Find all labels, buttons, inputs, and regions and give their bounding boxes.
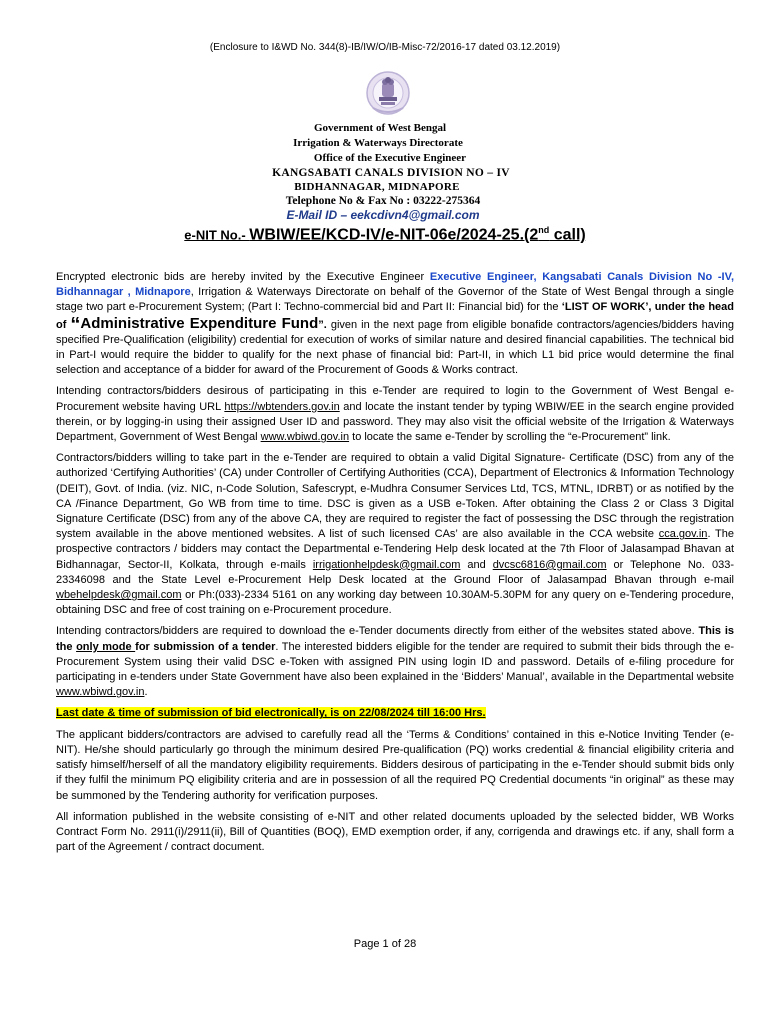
- text: given in the next page from eligible bonafide contractors/agencies/bidders having specified Pre-Qualification (eligibility) credential for execution of works of similar nature and desired financial capabilities. The technical bid in Part-I would require the bidder to qualify for the next phase of financial bid: Part-II, in which L1 bid price would determine the final selection and acceptance of a bidder for award of the Procurement of Goods & Works contract.: [56, 318, 734, 377]
- enit-superscript: nd: [538, 225, 550, 235]
- helpdesk-email-link[interactable]: irrigationhelpdesk@gmail.com: [312, 558, 461, 571]
- close-quote: ”.: [318, 318, 327, 331]
- paragraph-terms: The applicant bidders/contractors are advised to carefully read all the ‘Terms & Conditions’ contained in this e-Notice Inviting Tender (e-NIT). He/she should particularly go through the minimum desired Pre-qualification (PQ) works credential & financial eligibility criteria and satisfy himself/herself of all the mandatory eligibility requirements. Bidders desirous of participating in the e-Tender should submit bids only if they fulfil the minimum PQ eligibility criteria and are in possession of all the required PQ Credential documents “in original” as these may be summoned by the Tendering authority for verification purposes.: [56, 728, 734, 802]
- header-division: KANGSABATI CANALS DIVISION NO – IV: [272, 167, 510, 179]
- enit-number: [0, 225, 770, 244]
- office-name-highlight: Executive Engineer, Kangsabati Canals Division No -IV, Bidhannagar , Midnapore: [56, 271, 734, 299]
- text: Intending contractors/bidders desirous of participating in this e-Tender are required to login to the Government of West Bengal e-Procurement website having URL: [56, 385, 734, 413]
- emphasis: This is the: [56, 625, 734, 653]
- state-emblem-icon: [365, 68, 411, 118]
- header-email: E-Mail ID – eekcdivn4@gmail.com: [286, 208, 480, 222]
- text: . The prospective contractors / bidders may contact the Departmental e-Tendering Help desk located at the 7th Floor of Jalasampad Bhavan at Bidhannagar, Sector-II, Kolkata, through e-mails: [56, 528, 734, 571]
- text: or Telephone No. 033-23346098 and the State Level e-Procurement Help Desk located at the Ground Floor of Jalasampad Bhavan through e-mail: [56, 558, 734, 586]
- document-body: [56, 270, 734, 861]
- fund-name: Administrative Expenditure Fund: [80, 314, 319, 332]
- header-government: Government of West Bengal: [313, 122, 447, 134]
- header-telephone: Telephone No & Fax No : 03222-275364: [285, 195, 481, 207]
- text: or Ph:(033)-2334 5161 on any working day between 10.30AM-5.30PM for any query on e-Tendering procedure, obtaining DSC and free of cost training on e-Procurement procedure.: [56, 589, 734, 617]
- wbehelpdesk-email-link[interactable]: wbehelpdesk@gmail.com: [56, 589, 182, 602]
- page-number: Page 1 of 28: [353, 938, 417, 950]
- wbiwd-link[interactable]: www.wbiwd.gov.in: [260, 431, 350, 444]
- cca-link[interactable]: cca.gov.in: [658, 528, 708, 541]
- enit-prefix: e-NIT No.-: [184, 227, 250, 243]
- text: to locate the same e-Tender by scrolling the “e-Procurement” link.: [349, 431, 671, 444]
- emphasis-underlined: only mode: [76, 640, 136, 653]
- paragraph-invitation: [56, 270, 734, 378]
- enit-code: WBIW/EE/KCD-IV/e-NIT-06e/2024-25.(2: [249, 226, 539, 244]
- text: Encrypted electronic bids are hereby invited by the Executive Engineer: [56, 271, 430, 283]
- list-of-work-label: ‘LIST OF WORK’, under the head of: [56, 301, 734, 331]
- paragraph-download: [56, 624, 734, 700]
- header-location: BIDHANNAGAR, MIDNAPORE: [294, 181, 460, 193]
- header-directorate: Irrigation & Waterways Directorate: [293, 137, 463, 149]
- last-date-notice: [56, 706, 734, 721]
- enit-suffix: call): [549, 226, 586, 244]
- wbiwd-link-2[interactable]: www.wbiwd.gov.in: [56, 686, 145, 699]
- paragraph-dsc: [56, 451, 734, 618]
- text: Intending contractors/bidders are required to download the e-Tender documents directly from either of the websites stated above.: [56, 625, 699, 638]
- text: and: [460, 558, 493, 571]
- emphasis: for submission of a tender: [135, 640, 276, 653]
- last-date-highlight: Last date & time of submission of bid electronically, is on 22/08/2024 till 16:00 Hrs.: [56, 707, 486, 720]
- dvcsc-email-link[interactable]: dvcsc6816@gmail.com: [492, 558, 607, 571]
- paragraph-login: [56, 384, 734, 445]
- header-office: Office of the Executive Engineer: [313, 152, 467, 164]
- text: , Irrigation & Waterways Directorate on behalf of the Governor of the State of West Bengal through a single stage two part e-Procurement System; (Part I: Techno-commercial bid and Part II: Financial bid) for the: [56, 286, 734, 314]
- open-quote: “: [70, 313, 81, 336]
- text: .: [144, 686, 148, 699]
- enclosure-reference: (Enclosure to I&WD No. 344(8)-IB/IW/O/IB-Misc-72/2016-17 dated 03.12.2019): [209, 42, 561, 53]
- paragraph-information: All information published in the website consisting of e-NIT and other related documents uploaded by the selected bidder, WB Works Contract Form No. 2911(i)/2911(ii), Bill of Quantities (BOQ), EMD exemption order, if any, corrigenda and drawings etc. if any, shall form a part of the Agreement / contract document.: [56, 810, 734, 854]
- wbtenders-link[interactable]: https://wbtenders.gov.in: [224, 400, 340, 413]
- text: . The interested bidders eligible for the tender are required to submit their bids through the e-Procurement System using their valid DSC e-Token with assigned PIN using login ID and password. Details of e-filing procedure for participating in e-tenders under State Government have also been explained in the ‘Bidders’ Manual’, available in the Departmental website: [56, 640, 735, 684]
- text: Contractors/bidders willing to take part in the e-Tender are required to obtain a valid Digital Signature- Certificate (DSC) from any of the authorized ‘Certifying Authorities’ (CA) under Controller of Certifying Authorities (CCA), Department of Electronics & Information Technology (DEIT), Govt. of India. (viz. NIC, n-Code Solution, Safescrypt, e-Mudhra Consumer Services Ltd, TCS, MTNL, IDRBT) or as notified by the CA /Finance Department, Go WB from time to time. DSC is given as a USB e-Token. After obtaining the Class 2 or Class 3 Digital Signature Certificate (DSC) from any of the above CA, they are required to register the fact of possessing the DSC through the registration system available in the above mentioned websites. A list of such licensed CAs’ are also available in the CCA website: [56, 452, 734, 541]
- text: and locate the instant tender by typing WBIW/EE in the search engine provided therein, or by logging-in using their assigned User ID and password. They may also visit the official website of the Irrigation & Waterways Department, Government of West Bengal: [56, 400, 734, 444]
